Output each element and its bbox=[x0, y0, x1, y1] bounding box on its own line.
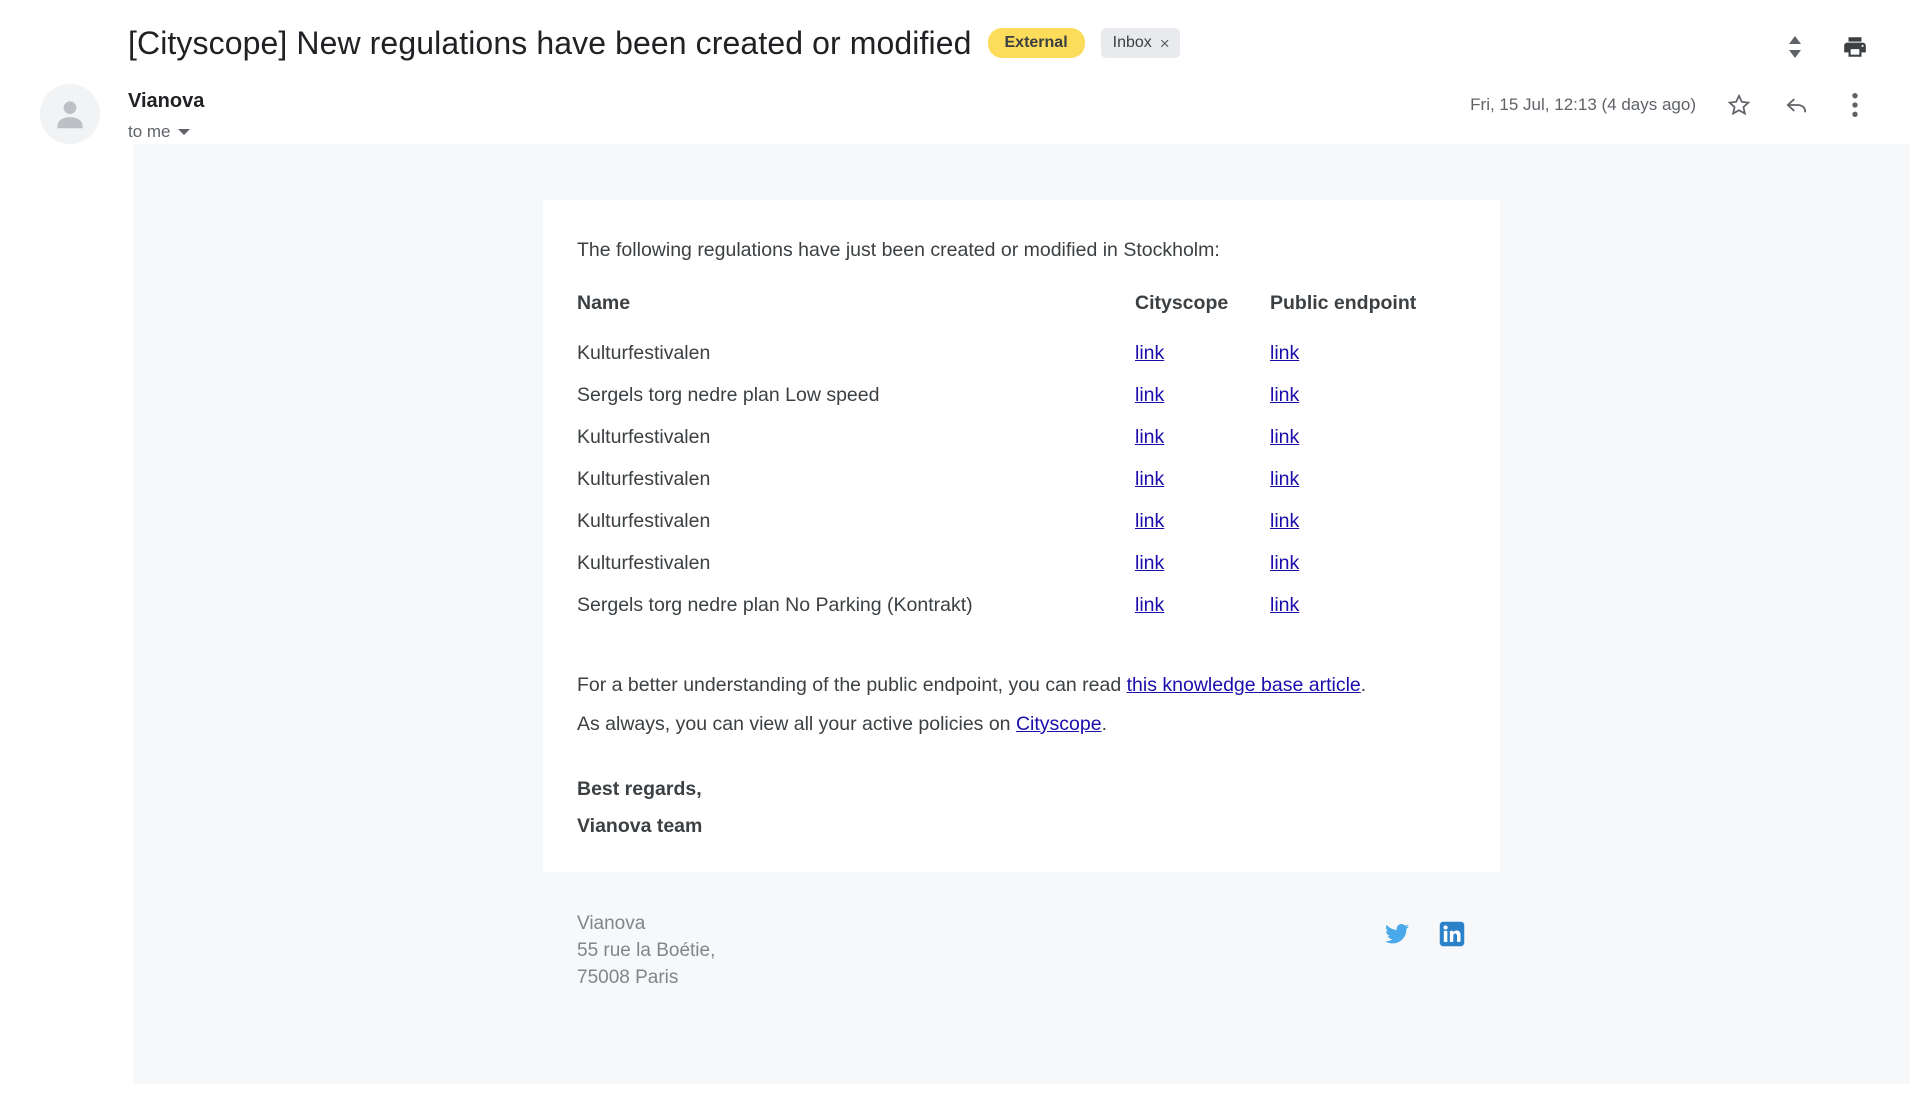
cityscope-app-link[interactable]: Cityscope bbox=[1015, 713, 1102, 735]
reply-icon[interactable] bbox=[1782, 90, 1812, 120]
social-links bbox=[1382, 910, 1466, 953]
status-badge-external: External bbox=[988, 28, 1085, 58]
public-endpoint-link[interactable]: link bbox=[1270, 552, 1300, 574]
public-endpoint-link[interactable]: link bbox=[1270, 342, 1300, 364]
cityscope-link[interactable]: link bbox=[1135, 426, 1165, 448]
footer-address-line-1: 55 rue la Boétie, bbox=[577, 940, 716, 961]
regulation-name: Sergels torg nedre plan Low speed bbox=[577, 384, 880, 406]
cityscope-link[interactable]: link bbox=[1135, 468, 1165, 490]
signoff-line-2: Vianova team bbox=[577, 815, 703, 837]
public-endpoint-link[interactable]: link bbox=[1270, 384, 1300, 406]
column-header-name: Name bbox=[577, 292, 631, 314]
cityscope-link[interactable]: link bbox=[1135, 384, 1165, 406]
table-row bbox=[577, 416, 1466, 458]
expand-collapse-icon[interactable] bbox=[1780, 32, 1810, 62]
table-row bbox=[577, 374, 1466, 416]
subject-line bbox=[128, 22, 1780, 64]
email-body bbox=[133, 144, 1910, 1084]
message-meta bbox=[1470, 84, 1870, 120]
public-endpoint-link[interactable]: link bbox=[1270, 594, 1300, 616]
column-header-public-endpoint: Public endpoint bbox=[1270, 292, 1417, 314]
recipient-line[interactable] bbox=[128, 121, 1470, 143]
intro-text: The following regulations have just been created or modified in Stockholm: bbox=[577, 239, 1220, 261]
table-row bbox=[577, 332, 1466, 374]
recipient-label: to me bbox=[128, 122, 171, 141]
cityscope-link[interactable]: link bbox=[1135, 342, 1165, 364]
table-row bbox=[577, 584, 1466, 626]
knowledge-base-article-link[interactable]: this knowledge base article bbox=[1126, 674, 1361, 696]
public-endpoint-link[interactable]: link bbox=[1270, 426, 1300, 448]
print-icon[interactable] bbox=[1840, 32, 1870, 62]
email-header bbox=[0, 0, 1910, 74]
sender-block bbox=[128, 84, 1470, 143]
star-icon[interactable] bbox=[1724, 90, 1754, 120]
label-chip-inbox[interactable] bbox=[1101, 28, 1180, 58]
close-icon[interactable]: × bbox=[1159, 33, 1170, 53]
cityscope-link[interactable]: link bbox=[1135, 552, 1165, 574]
regulation-name: Kulturfestivalen bbox=[577, 426, 711, 448]
avatar bbox=[40, 84, 100, 144]
sender-row bbox=[0, 74, 1910, 144]
table-row bbox=[577, 542, 1466, 584]
public-endpoint-link[interactable]: link bbox=[1270, 468, 1300, 490]
active-policies-paragraph bbox=[577, 709, 1466, 740]
column-header-cityscope: Cityscope bbox=[1135, 292, 1229, 314]
sender-name: Vianova bbox=[128, 90, 205, 112]
table-row bbox=[577, 458, 1466, 500]
more-vert-icon[interactable] bbox=[1840, 90, 1870, 120]
label-chip-text: Inbox bbox=[1112, 34, 1152, 51]
twitter-icon[interactable] bbox=[1382, 921, 1412, 952]
knowledge-base-paragraph bbox=[577, 670, 1466, 701]
table-header-row bbox=[577, 290, 1466, 332]
public-endpoint-link[interactable]: link bbox=[1270, 510, 1300, 532]
linkedin-icon[interactable] bbox=[1438, 920, 1466, 953]
regulation-name: Kulturfestivalen bbox=[577, 552, 711, 574]
footer-address-line-2: 75008 Paris bbox=[577, 967, 679, 988]
regulation-name: Kulturfestivalen bbox=[577, 342, 711, 364]
regulation-name: Kulturfestivalen bbox=[577, 468, 711, 490]
kb-paragraph-suffix: . bbox=[1360, 674, 1367, 696]
email-card bbox=[543, 200, 1500, 872]
policies-paragraph-suffix: . bbox=[1101, 713, 1107, 735]
signoff-line-1: Best regards, bbox=[577, 778, 702, 800]
cityscope-link[interactable]: link bbox=[1135, 510, 1165, 532]
regulations-table bbox=[577, 290, 1466, 626]
policies-paragraph-prefix: As always, you can view all your active policies on bbox=[577, 713, 1016, 735]
email-footer bbox=[543, 910, 1500, 991]
footer-address bbox=[577, 910, 715, 991]
kb-paragraph-prefix: For a better understanding of the public endpoint, you can read bbox=[577, 674, 1127, 696]
header-actions bbox=[1780, 22, 1870, 62]
table-row bbox=[577, 500, 1466, 542]
chevron-down-icon[interactable] bbox=[178, 129, 190, 135]
regulation-name: Kulturfestivalen bbox=[577, 510, 711, 532]
page-title: [Cityscope] New regulations have been created or modified bbox=[128, 25, 972, 61]
timestamp: Fri, 15 Jul, 12:13 (4 days ago) bbox=[1470, 95, 1696, 114]
regulation-name: Sergels torg nedre plan No Parking (Kontrakt) bbox=[577, 594, 973, 616]
cityscope-link[interactable]: link bbox=[1135, 594, 1165, 616]
footer-company: Vianova bbox=[577, 913, 646, 934]
